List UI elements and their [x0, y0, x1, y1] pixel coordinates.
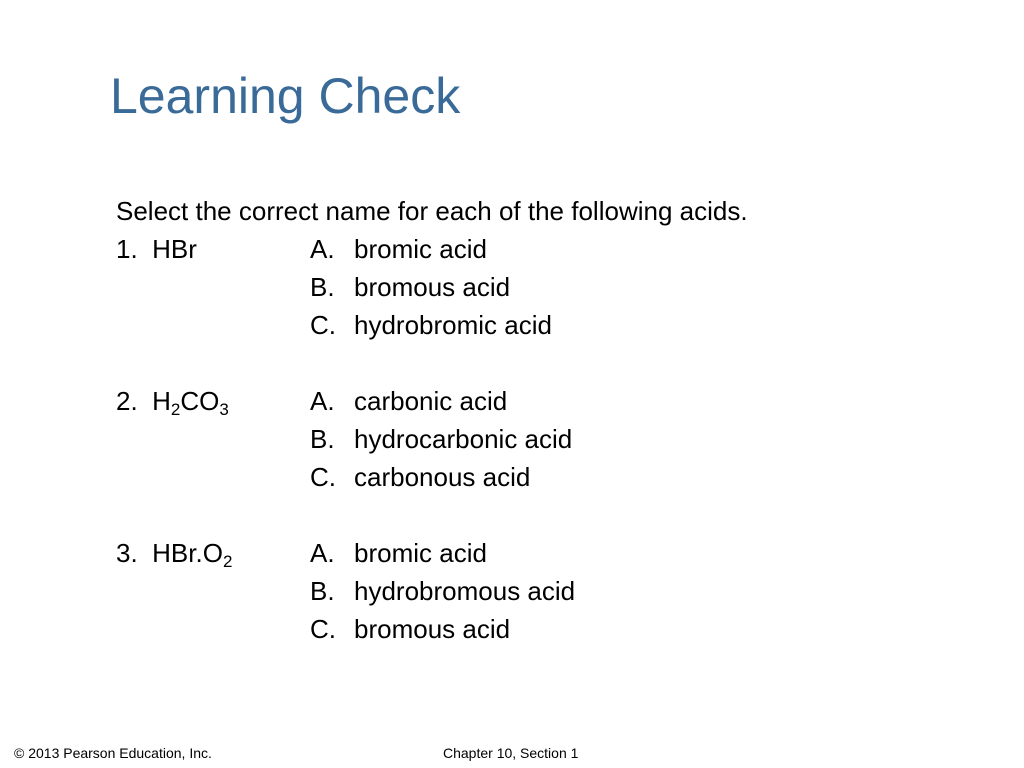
question-3-label	[116, 534, 232, 572]
option-text: hydrocarbonic acid	[354, 424, 573, 454]
question-number: 1.	[116, 234, 138, 264]
option-c[interactable]	[310, 610, 575, 648]
option-text: bromic acid	[354, 234, 487, 264]
formula-subscript: 2	[170, 400, 181, 419]
option-b[interactable]	[310, 572, 575, 610]
question-2	[116, 382, 748, 496]
option-text: carbonous acid	[354, 462, 531, 492]
option-letter: B.	[310, 576, 335, 606]
formula	[152, 234, 197, 264]
option-letter: C.	[310, 614, 336, 644]
option-a[interactable]	[310, 382, 572, 420]
option-text: hydrobromic acid	[354, 310, 552, 340]
option-letter: B.	[310, 272, 335, 302]
question-1-options	[310, 230, 552, 344]
option-c[interactable]	[310, 458, 572, 496]
formula-part: H	[152, 386, 171, 416]
option-letter: A.	[310, 386, 335, 416]
formula-subscript: 2	[222, 552, 233, 571]
slide-title: Learning Check	[110, 68, 461, 124]
option-letter: C.	[310, 462, 336, 492]
option-text: bromic acid	[354, 538, 487, 568]
option-letter: A.	[310, 538, 335, 568]
question-2-options	[310, 382, 572, 496]
formula-part: HBr	[152, 234, 197, 264]
option-letter: A.	[310, 234, 335, 264]
formula	[152, 386, 229, 419]
question-3-options	[310, 534, 575, 648]
option-text: hydrobromous acid	[354, 576, 576, 606]
option-a[interactable]	[310, 230, 552, 268]
option-c[interactable]	[310, 306, 552, 344]
formula-part: CO	[180, 386, 220, 416]
option-letter: C.	[310, 310, 336, 340]
question-3	[116, 534, 748, 648]
question-2-label	[116, 382, 229, 420]
formula	[152, 538, 233, 571]
question-1	[116, 230, 748, 344]
question-1-label	[116, 230, 197, 268]
option-text: carbonic acid	[354, 386, 508, 416]
formula-subscript: 3	[219, 400, 229, 419]
option-letter: B.	[310, 424, 335, 454]
option-b[interactable]	[310, 268, 552, 306]
copyright-footer: © 2013 Pearson Education, Inc.	[14, 745, 212, 761]
formula-part: HBr.O	[152, 538, 223, 568]
option-a[interactable]	[310, 534, 575, 572]
question-number: 2.	[116, 386, 138, 416]
question-prompt: Select the correct name for each of the following acids.	[116, 196, 748, 226]
slide-body	[116, 192, 748, 648]
chapter-footer: Chapter 10, Section 1	[443, 745, 579, 761]
option-text: bromous acid	[354, 614, 511, 644]
question-number: 3.	[116, 538, 138, 568]
option-b[interactable]	[310, 420, 572, 458]
option-text: bromous acid	[354, 272, 511, 302]
